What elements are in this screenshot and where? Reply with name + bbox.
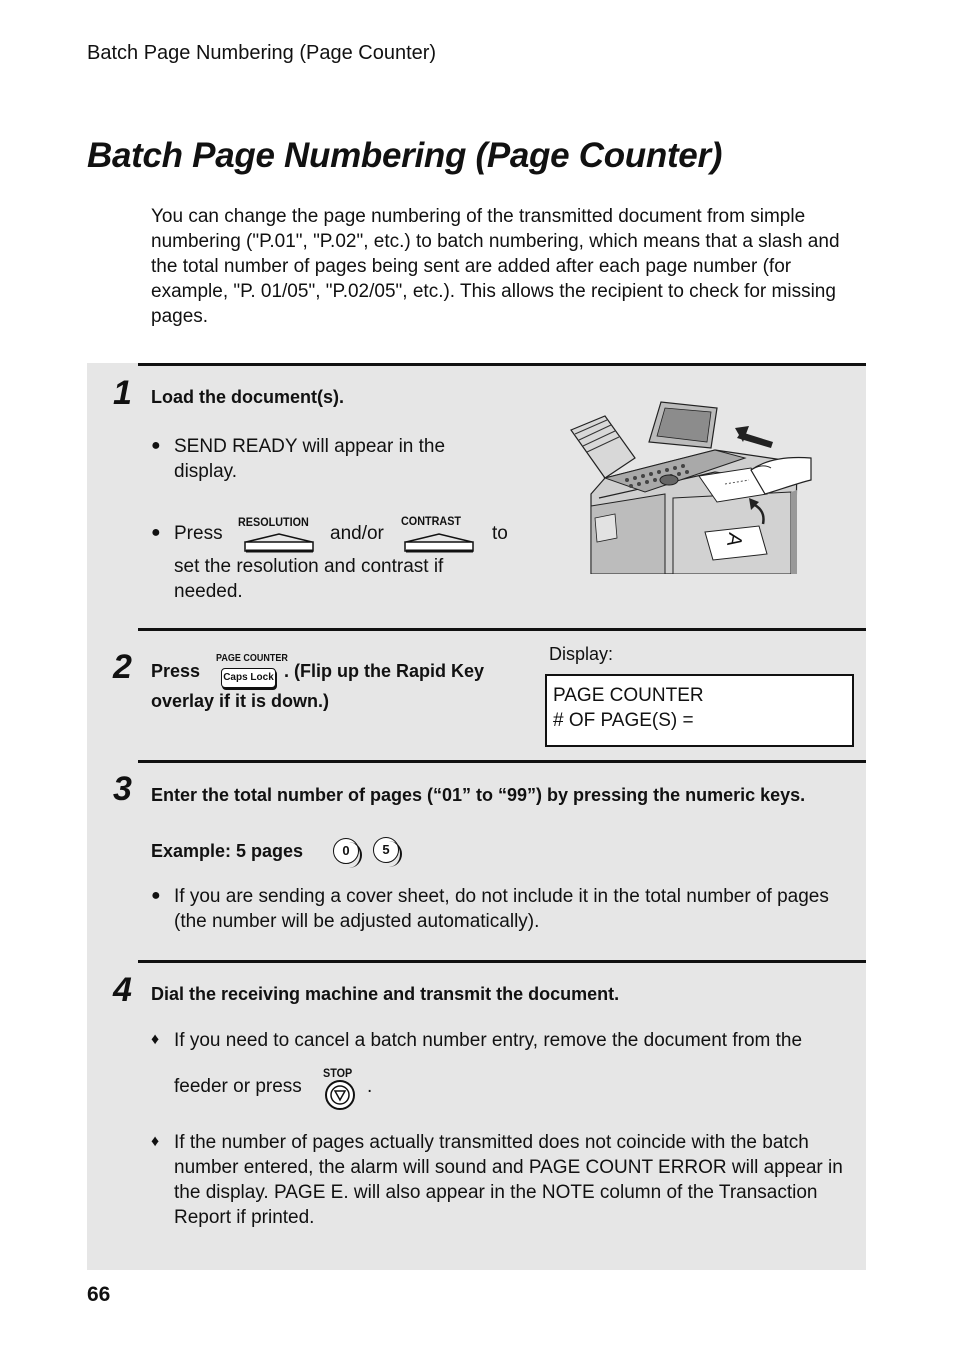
fax-machine-illustration: [565, 398, 813, 574]
step-2-heading-line2: overlay if it is down.): [151, 691, 330, 711]
bullet-dot: ●: [151, 524, 161, 541]
display-line-2: # OF PAGE(S) =: [553, 710, 694, 731]
numeric-key-0[interactable]: 0: [333, 838, 359, 864]
display-caption: Display:: [549, 644, 614, 664]
diamond-bullet: ♦: [151, 1031, 160, 1048]
step-1-heading: Load the document(s).: [151, 387, 344, 407]
step-2-rule: [138, 628, 866, 631]
step-1-rule: [138, 363, 866, 366]
resolution-key-label: RESOLUTION: [238, 515, 309, 529]
step-1-number: 1: [113, 374, 132, 412]
step-1-bullet-1: SEND READY will appear in the display.: [174, 436, 446, 482]
step-1-press-text: Press: [174, 523, 223, 544]
stop-key-icon[interactable]: [324, 1078, 358, 1112]
step-1-andor-text: and/or: [330, 523, 384, 544]
step-3-heading: Enter the total number of pages (“01” to “99”) by pressing the numeric keys.: [151, 785, 806, 805]
contrast-key-icon[interactable]: [403, 532, 475, 554]
caps-lock-key[interactable]: Caps Lock: [221, 668, 276, 688]
step-2-press-text: Press: [151, 661, 201, 681]
step-3-example: Example: 5 pages: [151, 841, 304, 861]
running-header: Batch Page Numbering (Page Counter): [87, 42, 437, 64]
step-3-rule: [138, 760, 866, 763]
resolution-key-icon[interactable]: [243, 532, 315, 554]
lcd-display: [545, 674, 854, 747]
step-1-to-text: to: [492, 523, 508, 544]
step-3-number: 3: [113, 770, 132, 808]
numeric-key-5[interactable]: 5: [373, 837, 399, 863]
step-4-rule: [138, 960, 866, 963]
page-counter-key-label: PAGE COUNTER: [216, 653, 288, 664]
step-2-number: 2: [113, 648, 132, 686]
contrast-key-label: CONTRAST: [401, 514, 462, 528]
diamond-bullet: ♦: [151, 1133, 160, 1150]
step-2-heading-rest: . (Flip up the Rapid Key: [284, 661, 485, 681]
bullet-dot: ●: [151, 437, 161, 454]
stop-key-label: STOP: [323, 1066, 353, 1080]
step-4-bullet-1-line-2: feeder or press: [174, 1076, 302, 1097]
step-3-bullet-1: If you are sending a cover sheet, do not include it in the total number of pages (the number will be adjusted automatically).: [174, 886, 829, 932]
illustration-letter: A: [722, 531, 747, 549]
step-4-bullet-1-line-1: If you need to cancel a batch number entry, remove the document from the: [174, 1030, 803, 1051]
step-1-bullet-2-rest: set the resolution and contrast if needed.: [174, 556, 444, 602]
step-4-number: 4: [113, 971, 132, 1009]
intro-paragraph: You can change the page numbering of the transmitted document from simple numbering ("P.01", "P.02", etc.) to batch numbering, which means that a slash and the total number of pages being sent are added after each page number (for example, "P. 01/05", "P.02/05", etc.). This allows the recipient to check for missing pages.: [151, 206, 840, 327]
display-line-1: PAGE COUNTER: [553, 685, 704, 706]
page-number: 66: [87, 1283, 111, 1306]
step-4-bullet-2: If the number of pages actually transmitted does not coincide with the batch number entered, the alarm will sound and PAGE COUNT ERROR will appear in the display. PAGE E. will also appear in the NOTE column of the Transaction Report if printed.: [174, 1132, 843, 1228]
step-4-heading: Dial the receiving machine and transmit the document.: [151, 984, 620, 1004]
step-4-bullet-1-end: .: [367, 1076, 373, 1097]
page-title: Batch Page Numbering (Page Counter): [87, 136, 723, 175]
bullet-dot: ●: [151, 887, 161, 904]
